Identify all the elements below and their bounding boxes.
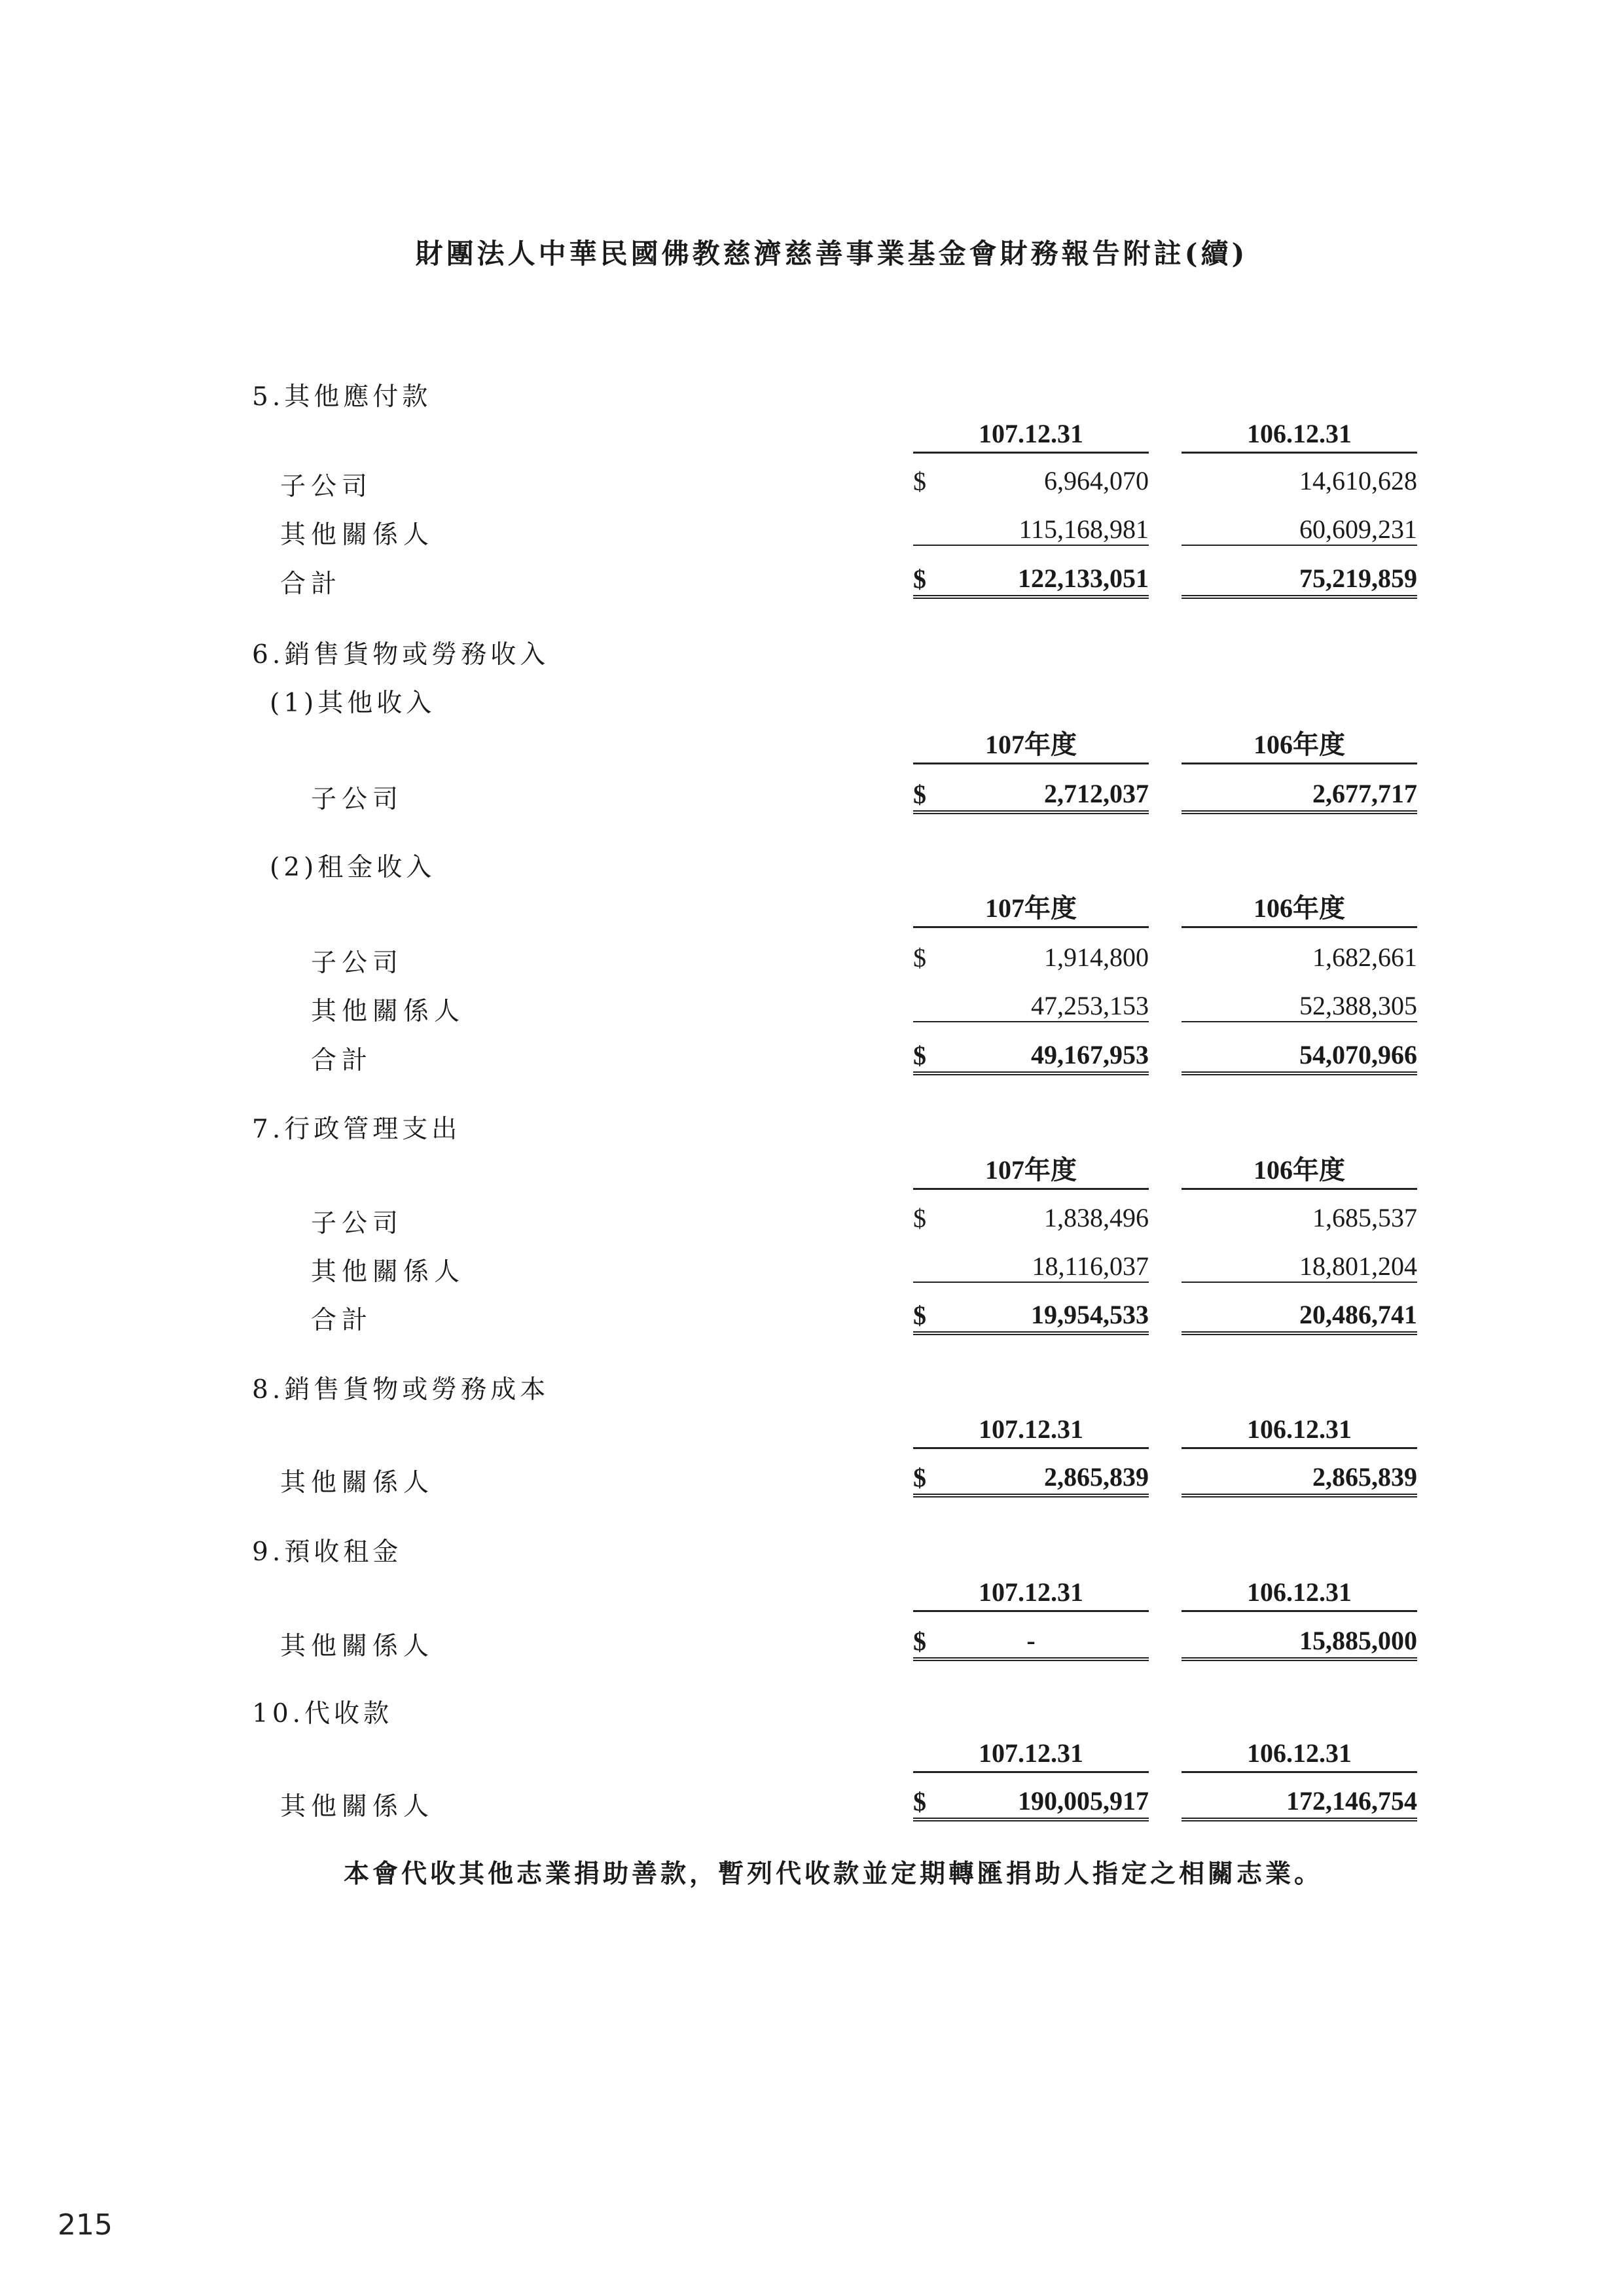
section-6-1-heading: (1)其他收入	[270, 689, 436, 718]
s6-2-row-label: 其他關係人	[311, 997, 465, 1026]
s6-2-total-107: 49,167,953	[913, 1040, 1149, 1075]
page-title: 財團法人中華民國佛教慈濟慈善事業基金會財務報告附註(續)	[415, 238, 1248, 270]
s5-total-106: 75,219,859	[1182, 564, 1417, 599]
s6-2-row-label: 子公司	[311, 948, 404, 978]
s6-2-col-106: 106年度	[1182, 893, 1417, 928]
s5-dollar-sign: $	[913, 467, 926, 496]
s5-col-106: 106.12.31	[1182, 419, 1417, 454]
s9-col-107: 107.12.31	[913, 1577, 1149, 1612]
s5-total-107: 122,133,051	[913, 564, 1149, 599]
s7-dollar-sign: $	[913, 1300, 926, 1330]
s7-dollar-sign: $	[913, 1204, 926, 1233]
s6-1-dollar-sign: $	[913, 780, 926, 809]
s10-row-label: 其他關係人	[280, 1792, 435, 1821]
s7-amount-106: 1,685,537	[1312, 1203, 1417, 1232]
s5-amount-107: 115,168,981	[913, 514, 1149, 546]
s10-col-107: 107.12.31	[913, 1738, 1149, 1773]
s6-1-col-106: 106年度	[1182, 730, 1417, 764]
s5-amount-107: 6,964,070	[1044, 466, 1149, 495]
s6-2-amount-106: 52,388,305	[1182, 991, 1417, 1022]
s7-amount-106: 18,801,204	[1182, 1251, 1417, 1283]
s10-col-106: 106.12.31	[1182, 1738, 1417, 1773]
s6-2-amount-107: 47,253,153	[913, 991, 1149, 1022]
s9-amount-106: 15,885,000	[1182, 1626, 1417, 1661]
footnote: 本會代收其他志業捐助善款，暫列代收款並定期轉匯捐助人指定之相關志業。	[344, 1859, 1324, 1889]
s6-2-amount-107: 1,914,800	[1044, 942, 1149, 972]
s8-amount-107: 2,865,839	[913, 1462, 1149, 1498]
s6-2-dollar-sign: $	[913, 1041, 926, 1070]
s5-total-label: 合計	[280, 569, 342, 599]
s7-total-label: 合計	[311, 1306, 373, 1335]
s8-amount-106: 2,865,839	[1182, 1462, 1417, 1498]
s7-total-107: 19,954,533	[913, 1300, 1149, 1335]
s6-1-row-label: 子公司	[311, 785, 404, 814]
s8-col-106: 106.12.31	[1182, 1414, 1417, 1449]
s5-row-label: 子公司	[280, 472, 373, 501]
s5-dollar-sign: $	[913, 564, 926, 594]
s6-2-total-label: 合計	[311, 1046, 373, 1075]
section-6-heading: 6.銷售貨物或勞務收入	[252, 640, 550, 670]
s10-amount-107: 190,005,917	[913, 1786, 1149, 1821]
section-7-heading: 7.行政管理支出	[252, 1115, 461, 1144]
s8-col-107: 107.12.31	[913, 1414, 1149, 1449]
s9-col-106: 106.12.31	[1182, 1577, 1417, 1612]
s9-dollar-sign: $	[913, 1626, 926, 1656]
s7-amount-107: 1,838,496	[1044, 1203, 1149, 1232]
s6-2-amount-106: 1,682,661	[1312, 942, 1417, 972]
s8-row-label: 其他關係人	[280, 1468, 435, 1498]
s9-amount-107: -	[913, 1626, 1149, 1661]
s5-row-label: 其他關係人	[280, 520, 435, 550]
s5-amount-106: 60,609,231	[1182, 514, 1417, 546]
s7-row-label: 其他關係人	[311, 1257, 465, 1287]
s10-amount-106: 172,146,754	[1182, 1786, 1417, 1821]
s6-1-amount-106: 2,677,717	[1182, 779, 1417, 814]
s6-2-total-106: 54,070,966	[1182, 1040, 1417, 1075]
s6-1-col-107: 107年度	[913, 730, 1149, 764]
s7-row-label: 子公司	[311, 1209, 404, 1238]
s5-col-107: 107.12.31	[913, 419, 1149, 454]
s7-amount-107: 18,116,037	[913, 1251, 1149, 1283]
s6-2-col-107: 107年度	[913, 893, 1149, 928]
s9-row-label: 其他關係人	[280, 1632, 435, 1661]
s8-dollar-sign: $	[913, 1463, 926, 1492]
section-10-heading: 10.代收款	[252, 1699, 393, 1729]
page-number: 215	[58, 2208, 113, 2242]
section-8-heading: 8.銷售貨物或勞務成本	[252, 1375, 550, 1405]
s5-amount-106: 14,610,628	[1299, 466, 1417, 495]
s6-1-amount-107: 2,712,037	[913, 779, 1149, 814]
s7-total-106: 20,486,741	[1182, 1300, 1417, 1335]
section-9-heading: 9.預收租金	[252, 1537, 403, 1567]
section-5-heading: 5.其他應付款	[252, 382, 432, 412]
s10-dollar-sign: $	[913, 1787, 926, 1816]
s7-col-107: 107年度	[913, 1155, 1149, 1190]
s7-col-106: 106年度	[1182, 1155, 1417, 1190]
s6-2-dollar-sign: $	[913, 943, 926, 973]
section-6-2-heading: (2)租金收入	[270, 853, 436, 882]
